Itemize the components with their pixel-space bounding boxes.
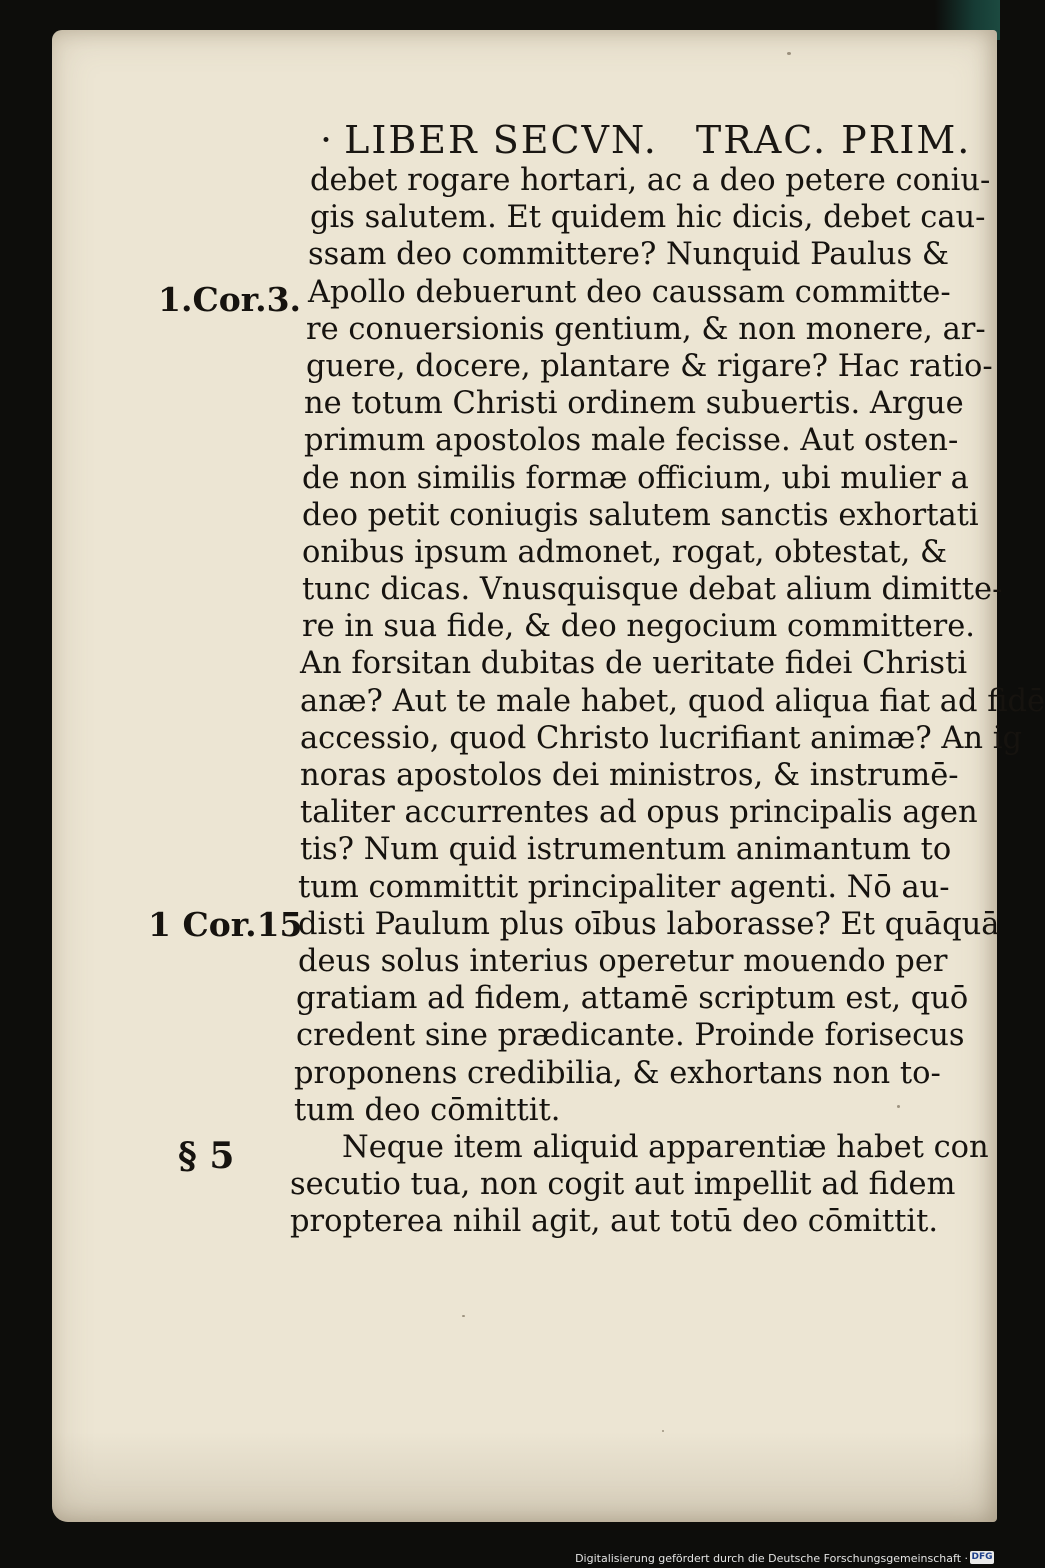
- text-line: re in sua fide, & deo negocium committere.: [302, 609, 975, 645]
- text-line: An forsitan dubitas de ueritate fidei Christi: [300, 646, 968, 682]
- margin-note-reference: 1 Cor.15: [148, 905, 303, 944]
- text-line: deus solus interius operetur mouendo per: [298, 943, 948, 979]
- text-line: propterea nihil agit, aut totū deo cōmittit.: [290, 1204, 939, 1240]
- text-line: accessio, quod Christo lucrifiant animæ? An ig: [300, 720, 1023, 756]
- text-line: anæ? Aut te male habet, quod aliqua fiat ad fidē: [300, 683, 1045, 719]
- text-line: onibus ipsum admonet, rogat, obtestat, &: [302, 534, 948, 570]
- paper-speck: [662, 1430, 664, 1432]
- text-line: taliter accurrentes ad opus principalis agen: [300, 795, 978, 831]
- text-line: tum deo cōmittit.: [294, 1092, 561, 1128]
- running-head-book: LIBER SECVN.: [344, 118, 658, 162]
- text-line: tis? Num quid istrumentum animantum to: [300, 832, 952, 868]
- text-line: Apollo debuerunt deo caussam committe-: [308, 274, 951, 310]
- paper-speck: [462, 1315, 465, 1317]
- text-line: disti Paulum plus oībus laborasse? Et quāquā: [298, 906, 1000, 942]
- digitization-credit: Digitalisierung gefördert durch die Deutsche Forschungsgemeinschaft ·: [575, 1552, 968, 1565]
- text-line: proponens credibilia, & exhortans non to-: [294, 1055, 941, 1091]
- margin-note-section: § 5: [178, 1135, 235, 1177]
- running-head-tract: TRAC. PRIM.: [695, 118, 972, 162]
- text-line: gratiam ad fidem, attamē scriptum est, quō: [296, 981, 969, 1017]
- text-line: debet rogare hortari, ac a deo petere coniu-: [310, 163, 991, 198]
- text-line: secutio tua, non cogit aut impellit ad fidem: [290, 1167, 956, 1203]
- text-line: ne totum Christi ordinem subuertis. Argue: [304, 386, 964, 422]
- text-line: ssam deo committere? Nunquid Paulus &: [308, 237, 950, 273]
- text-line: guere, docere, plantare & rigare? Hac ratio-: [306, 348, 993, 384]
- running-head: · LIBER SECVN. TRAC. PRIM.: [320, 118, 972, 162]
- text-line: tum committit principaliter agenti. Nō au-: [298, 869, 950, 905]
- text-line: gis salutem. Et quidem hic dicis, debet cau-: [310, 200, 986, 236]
- text-line: noras apostolos dei ministros, & instrumē-: [300, 758, 959, 793]
- paper-speck: [787, 52, 791, 55]
- text-line-paragraph-start: Neque item aliquid apparentiæ habet con: [342, 1129, 989, 1165]
- body-text: [290, 162, 1045, 1240]
- text-line: re conuersionis gentium, & non monere, ar-: [306, 311, 986, 347]
- dfg-logo-icon: DFG: [971, 1552, 993, 1562]
- text-line: deo petit coniugis salutem sanctis exhortati: [302, 497, 979, 533]
- margin-note-reference: 1.Cor.3.: [158, 280, 302, 319]
- text-line: de non similis formæ officium, ubi mulier a: [302, 460, 969, 496]
- text-line: credent sine prædicante. Proinde forisecus: [296, 1018, 965, 1054]
- text-line: primum apostolos male fecisse. Aut osten-: [304, 423, 959, 459]
- text-line: tunc dicas. Vnusquisque debat alium dimitte-: [302, 572, 1003, 608]
